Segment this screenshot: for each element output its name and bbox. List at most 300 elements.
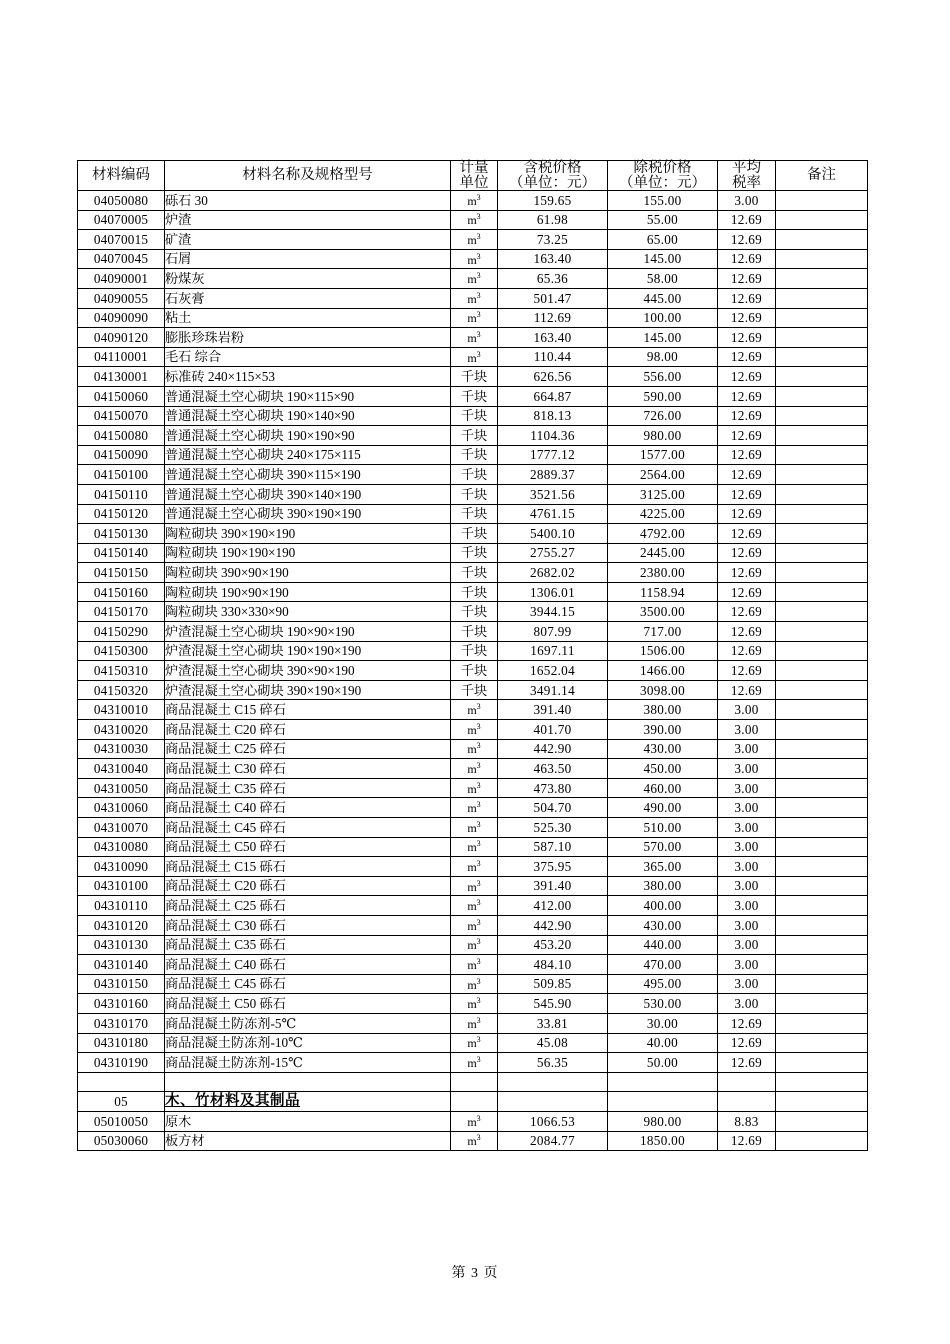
cell-avg-tax-rate: 3.00 — [718, 974, 776, 994]
cell-material-code: 04070015 — [78, 230, 165, 250]
cell-material-name: 商品混凝土 C20 碎石 — [165, 720, 451, 740]
cell-price-excl-tax: 390.00 — [608, 720, 718, 740]
cell-price-excl-tax: 2445.00 — [608, 543, 718, 563]
cell-avg-tax-rate: 3.00 — [718, 994, 776, 1014]
cell-material-code: 04090055 — [78, 288, 165, 308]
cell-unit: 千块 — [451, 641, 498, 661]
cell-unit: $m^3$ — [451, 955, 498, 975]
cell-price-excl-tax: 2380.00 — [608, 563, 718, 583]
cell-material-name: 石屑 — [165, 249, 451, 269]
cell-material-code: 04310160 — [78, 994, 165, 1014]
table-row — [78, 955, 868, 975]
cell-avg-tax-rate: 12.69 — [718, 524, 776, 544]
cell-price-excl-tax: 98.00 — [608, 347, 718, 367]
cell-price-incl-tax: 509.85 — [498, 974, 608, 994]
cell-price-excl-tax: 490.00 — [608, 798, 718, 818]
cell-remark — [776, 974, 868, 994]
cell-material-code: 04090090 — [78, 308, 165, 328]
material-price-table — [77, 160, 868, 1151]
cell-avg-tax-rate: 12.69 — [718, 1131, 776, 1151]
cell-remark — [776, 367, 868, 387]
cell-material-code: 04150170 — [78, 602, 165, 622]
cell-price-incl-tax — [498, 1072, 608, 1092]
cell-remark — [776, 445, 868, 465]
cell-price-excl-tax — [608, 1092, 718, 1112]
cell-price-incl-tax: 473.80 — [498, 778, 608, 798]
cell-material-name: 商品混凝土 C35 砾石 — [165, 935, 451, 955]
cell-material-code: 04310120 — [78, 915, 165, 935]
table-row — [78, 367, 868, 387]
table-row — [78, 1131, 868, 1151]
cell-price-excl-tax: 4792.00 — [608, 524, 718, 544]
cell-price-excl-tax: 440.00 — [608, 935, 718, 955]
cell-avg-tax-rate: 12.69 — [718, 367, 776, 387]
cell-price-incl-tax: 442.90 — [498, 739, 608, 759]
header-line: 税率 — [732, 174, 761, 191]
cell-price-excl-tax: 58.00 — [608, 269, 718, 289]
cell-remark — [776, 426, 868, 446]
cell-material-name: 毛石 综合 — [165, 347, 451, 367]
cell-unit: $m^3$ — [451, 857, 498, 877]
cell-unit: $m^3$ — [451, 837, 498, 857]
table-row — [78, 465, 868, 485]
cell-price-excl-tax: 470.00 — [608, 955, 718, 975]
table-row — [78, 406, 868, 426]
cell-unit: $m^3$ — [451, 269, 498, 289]
cell-unit: $m^3$ — [451, 249, 498, 269]
cell-avg-tax-rate: 12.69 — [718, 269, 776, 289]
cell-material-code: 04150080 — [78, 426, 165, 446]
cell-material-code: 04310050 — [78, 778, 165, 798]
cell-price-excl-tax: 380.00 — [608, 700, 718, 720]
cell-remark — [776, 739, 868, 759]
cell-price-excl-tax: 55.00 — [608, 210, 718, 230]
cell-avg-tax-rate: 12.69 — [718, 230, 776, 250]
table-row — [78, 759, 868, 779]
cell-remark — [776, 1072, 868, 1092]
cell-avg-tax-rate: 12.69 — [718, 249, 776, 269]
column-header-avg-tax-rate — [718, 161, 776, 191]
cell-avg-tax-rate: 12.69 — [718, 308, 776, 328]
cell-avg-tax-rate: 12.69 — [718, 406, 776, 426]
cell-avg-tax-rate: 12.69 — [718, 465, 776, 485]
cell-material-code: 04310110 — [78, 896, 165, 916]
cell-price-incl-tax: 2889.37 — [498, 465, 608, 485]
cell-material-name: 商品混凝土 C45 砾石 — [165, 974, 451, 994]
cell-material-code: 04070005 — [78, 210, 165, 230]
cell-unit: 千块 — [451, 661, 498, 681]
table-row — [78, 563, 868, 583]
cell-price-incl-tax: 525.30 — [498, 818, 608, 838]
cell-remark — [776, 230, 868, 250]
table-row — [78, 935, 868, 955]
cell-unit: 千块 — [451, 445, 498, 465]
cell-remark — [776, 955, 868, 975]
header-line: 材料名称及规格型号 — [242, 167, 373, 184]
cell-material-code: 05010050 — [78, 1111, 165, 1131]
cell-price-incl-tax: 2682.02 — [498, 563, 608, 583]
cell-price-excl-tax: 3098.00 — [608, 680, 718, 700]
cell-material-name: 陶粒砌块 330×330×90 — [165, 602, 451, 622]
cell-unit: $m^3$ — [451, 759, 498, 779]
cell-price-incl-tax: 545.90 — [498, 994, 608, 1014]
cell-remark — [776, 504, 868, 524]
cell-material-name: 商品混凝土 C40 砾石 — [165, 955, 451, 975]
table-row — [78, 700, 868, 720]
cell-material-code: 04310180 — [78, 1033, 165, 1053]
cell-material-name: 粘土 — [165, 308, 451, 328]
cell-unit: 千块 — [451, 602, 498, 622]
cell-avg-tax-rate: 12.69 — [718, 426, 776, 446]
cell-price-excl-tax: 450.00 — [608, 759, 718, 779]
table-blank-row — [78, 1072, 868, 1092]
cell-price-excl-tax: 40.00 — [608, 1033, 718, 1053]
cell-price-excl-tax: 495.00 — [608, 974, 718, 994]
cell-unit: 千块 — [451, 406, 498, 426]
column-header-material-code — [78, 161, 165, 191]
cell-material-code: 04150070 — [78, 406, 165, 426]
cell-price-incl-tax: 3944.15 — [498, 602, 608, 622]
cell-price-excl-tax: 1466.00 — [608, 661, 718, 681]
cell-unit: $m^3$ — [451, 974, 498, 994]
table-row — [78, 778, 868, 798]
cell-price-excl-tax: 445.00 — [608, 288, 718, 308]
cell-material-code: 04090120 — [78, 328, 165, 348]
cell-price-incl-tax: 73.25 — [498, 230, 608, 250]
cell-price-excl-tax: 50.00 — [608, 1053, 718, 1073]
cell-remark — [776, 406, 868, 426]
cell-unit: $m^3$ — [451, 935, 498, 955]
cell-unit: 千块 — [451, 386, 498, 406]
cell-avg-tax-rate: 12.69 — [718, 602, 776, 622]
header-line: 含税价格 — [523, 160, 582, 176]
cell-remark — [776, 210, 868, 230]
cell-price-incl-tax: 391.40 — [498, 876, 608, 896]
cell-price-excl-tax: 1577.00 — [608, 445, 718, 465]
cell-price-incl-tax: 412.00 — [498, 896, 608, 916]
cell-material-name: 原木 — [165, 1111, 451, 1131]
cell-price-incl-tax: 56.35 — [498, 1053, 608, 1073]
cell-remark — [776, 269, 868, 289]
cell-remark — [776, 837, 868, 857]
cell-price-incl-tax: 1066.53 — [498, 1111, 608, 1131]
cell-remark — [776, 798, 868, 818]
cell-material-code: 04310140 — [78, 955, 165, 975]
cell-price-excl-tax: 717.00 — [608, 622, 718, 642]
cell-remark — [776, 1053, 868, 1073]
cell-material-code: 04310060 — [78, 798, 165, 818]
cell-price-excl-tax: 1506.00 — [608, 641, 718, 661]
table-row — [78, 347, 868, 367]
cell-price-incl-tax: 2084.77 — [498, 1131, 608, 1151]
cell-unit: $m^3$ — [451, 288, 498, 308]
cell-unit: 千块 — [451, 484, 498, 504]
material-price-table-container — [77, 160, 867, 1151]
cell-avg-tax-rate: 3.00 — [718, 778, 776, 798]
cell-material-name: 商品混凝土 C20 砾石 — [165, 876, 451, 896]
cell-unit: $m^3$ — [451, 308, 498, 328]
cell-price-excl-tax: 100.00 — [608, 308, 718, 328]
cell-material-code: 04150100 — [78, 465, 165, 485]
cell-price-incl-tax: 1652.04 — [498, 661, 608, 681]
cell-material-name: 商品混凝土 C15 砾石 — [165, 857, 451, 877]
cell-material-name: 商品混凝土 C50 砾石 — [165, 994, 451, 1014]
cell-material-code: 04150290 — [78, 622, 165, 642]
cell-remark — [776, 249, 868, 269]
table-row — [78, 622, 868, 642]
cell-remark — [776, 622, 868, 642]
cell-price-excl-tax: 65.00 — [608, 230, 718, 250]
cell-price-excl-tax: 4225.00 — [608, 504, 718, 524]
cell-price-incl-tax: 626.56 — [498, 367, 608, 387]
table-row — [78, 739, 868, 759]
cell-price-excl-tax: 155.00 — [608, 191, 718, 211]
cell-remark — [776, 778, 868, 798]
cell-remark — [776, 661, 868, 681]
cell-material-code: 04310130 — [78, 935, 165, 955]
cell-unit: $m^3$ — [451, 1131, 498, 1151]
cell-price-excl-tax: 590.00 — [608, 386, 718, 406]
cell-price-incl-tax: 3491.14 — [498, 680, 608, 700]
cell-remark — [776, 915, 868, 935]
cell-material-code: 04150110 — [78, 484, 165, 504]
cell-material-code: 05030060 — [78, 1131, 165, 1151]
cell-material-code: 04130001 — [78, 367, 165, 387]
cell-avg-tax-rate: 3.00 — [718, 857, 776, 877]
cell-material-name: 板方材 — [165, 1131, 451, 1151]
table-row — [78, 818, 868, 838]
cell-avg-tax-rate: 3.00 — [718, 876, 776, 896]
table-row — [78, 837, 868, 857]
cell-price-incl-tax: 4761.15 — [498, 504, 608, 524]
table-row — [78, 328, 868, 348]
cell-remark — [776, 1131, 868, 1151]
cell-price-incl-tax: 45.08 — [498, 1033, 608, 1053]
cell-avg-tax-rate: 3.00 — [718, 739, 776, 759]
cell-avg-tax-rate: 3.00 — [718, 935, 776, 955]
cell-material-code: 04150150 — [78, 563, 165, 583]
cell-material-code: 04150130 — [78, 524, 165, 544]
cell-price-excl-tax: 3125.00 — [608, 484, 718, 504]
cell-price-incl-tax: 442.90 — [498, 915, 608, 935]
cell-price-excl-tax: 556.00 — [608, 367, 718, 387]
header-line: 计量 — [459, 160, 489, 176]
cell-material-code: 04050080 — [78, 191, 165, 211]
table-row — [78, 230, 868, 250]
cell-material-name: 普通混凝土空心砌块 240×175×115 — [165, 445, 451, 465]
cell-avg-tax-rate: 12.69 — [718, 386, 776, 406]
table-row — [78, 582, 868, 602]
cell-material-code: 04150310 — [78, 661, 165, 681]
cell-material-name: 石灰膏 — [165, 288, 451, 308]
cell-price-excl-tax: 726.00 — [608, 406, 718, 426]
cell-price-incl-tax: 587.10 — [498, 837, 608, 857]
table-section-row — [78, 1092, 868, 1112]
cell-material-code — [78, 1072, 165, 1092]
cell-material-name: 粉煤灰 — [165, 269, 451, 289]
cell-material-code: 04310190 — [78, 1053, 165, 1073]
table-header — [78, 161, 868, 191]
cell-price-excl-tax: 430.00 — [608, 915, 718, 935]
cell-remark — [776, 1111, 868, 1131]
table-header-row — [78, 161, 868, 191]
cell-unit: 千块 — [451, 582, 498, 602]
cell-material-code: 04150120 — [78, 504, 165, 524]
cell-unit: 千块 — [451, 367, 498, 387]
cell-price-incl-tax: 504.70 — [498, 798, 608, 818]
cell-remark — [776, 288, 868, 308]
cell-material-name: 商品混凝土 C15 碎石 — [165, 700, 451, 720]
table-row — [78, 857, 868, 877]
cell-remark — [776, 524, 868, 544]
table-row — [78, 210, 868, 230]
cell-avg-tax-rate: 3.00 — [718, 191, 776, 211]
cell-price-incl-tax — [498, 1092, 608, 1112]
cell-avg-tax-rate: 3.00 — [718, 700, 776, 720]
cell-remark — [776, 994, 868, 1014]
cell-avg-tax-rate: 12.69 — [718, 641, 776, 661]
cell-remark — [776, 582, 868, 602]
table-row — [78, 1111, 868, 1131]
cell-material-name: 炉渣 — [165, 210, 451, 230]
cell-unit: 千块 — [451, 465, 498, 485]
cell-material-name: 矿渣 — [165, 230, 451, 250]
cell-remark — [776, 680, 868, 700]
cell-material-name: 商品混凝土 C25 砾石 — [165, 896, 451, 916]
cell-unit: $m^3$ — [451, 896, 498, 916]
cell-material-code: 05 — [78, 1092, 165, 1112]
table-row — [78, 269, 868, 289]
cell-material-name — [165, 1072, 451, 1092]
table-row — [78, 915, 868, 935]
table-row — [78, 974, 868, 994]
cell-material-code: 04150160 — [78, 582, 165, 602]
cell-price-incl-tax: 65.36 — [498, 269, 608, 289]
header-line: 材料编码 — [92, 167, 150, 184]
cell-avg-tax-rate: 3.00 — [718, 798, 776, 818]
cell-remark — [776, 818, 868, 838]
cell-material-name: 商品混凝土 C45 碎石 — [165, 818, 451, 838]
cell-material-code: 04110001 — [78, 347, 165, 367]
cell-avg-tax-rate: 12.69 — [718, 347, 776, 367]
cell-price-incl-tax: 110.44 — [498, 347, 608, 367]
cell-remark — [776, 191, 868, 211]
cell-material-name: 膨胀珍珠岩粉 — [165, 328, 451, 348]
column-header-material-name — [165, 161, 451, 191]
cell-avg-tax-rate: 12.69 — [718, 484, 776, 504]
cell-material-name: 普通混凝土空心砌块 190×115×90 — [165, 386, 451, 406]
column-header-remark — [776, 161, 868, 191]
cell-price-excl-tax: 2564.00 — [608, 465, 718, 485]
cell-unit: 千块 — [451, 504, 498, 524]
cell-material-code: 04310070 — [78, 818, 165, 838]
table-row — [78, 191, 868, 211]
cell-avg-tax-rate: 3.00 — [718, 759, 776, 779]
cell-unit: $m^3$ — [451, 347, 498, 367]
cell-remark — [776, 347, 868, 367]
cell-price-excl-tax: 530.00 — [608, 994, 718, 1014]
cell-unit: $m^3$ — [451, 1111, 498, 1131]
cell-avg-tax-rate: 12.69 — [718, 1033, 776, 1053]
table-row — [78, 386, 868, 406]
cell-remark — [776, 1033, 868, 1053]
cell-material-name: 普通混凝土空心砌块 390×115×190 — [165, 465, 451, 485]
cell-unit: 千块 — [451, 563, 498, 583]
cell-avg-tax-rate: 12.69 — [718, 504, 776, 524]
table-row — [78, 720, 868, 740]
header-line: 除税价格 — [633, 160, 692, 176]
cell-price-incl-tax: 112.69 — [498, 308, 608, 328]
table-row — [78, 994, 868, 1014]
cell-material-code: 04150140 — [78, 543, 165, 563]
cell-remark — [776, 484, 868, 504]
cell-unit: $m^3$ — [451, 994, 498, 1014]
cell-price-incl-tax: 33.81 — [498, 1013, 608, 1033]
cell-avg-tax-rate: 3.00 — [718, 837, 776, 857]
header-line: 备注 — [807, 167, 836, 184]
cell-avg-tax-rate: 12.69 — [718, 563, 776, 583]
cell-price-incl-tax: 664.87 — [498, 386, 608, 406]
cell-unit: $m^3$ — [451, 720, 498, 740]
cell-material-name: 商品混凝土 C30 砾石 — [165, 915, 451, 935]
cell-price-excl-tax: 145.00 — [608, 249, 718, 269]
cell-price-incl-tax: 484.10 — [498, 955, 608, 975]
cell-price-excl-tax: 3500.00 — [608, 602, 718, 622]
cell-material-code: 04070045 — [78, 249, 165, 269]
cell-price-incl-tax: 5400.10 — [498, 524, 608, 544]
cell-avg-tax-rate: 12.69 — [718, 680, 776, 700]
cell-remark — [776, 563, 868, 583]
cell-remark — [776, 543, 868, 563]
table-row — [78, 308, 868, 328]
cell-avg-tax-rate: 12.69 — [718, 210, 776, 230]
cell-avg-tax-rate: 12.69 — [718, 288, 776, 308]
cell-material-name: 商品混凝土 C40 碎石 — [165, 798, 451, 818]
cell-price-excl-tax: 980.00 — [608, 426, 718, 446]
cell-material-code: 04310080 — [78, 837, 165, 857]
cell-price-excl-tax: 980.00 — [608, 1111, 718, 1131]
cell-material-name: 炉渣混凝土空心砌块 190×90×190 — [165, 622, 451, 642]
cell-price-excl-tax: 1158.94 — [608, 582, 718, 602]
cell-unit: $m^3$ — [451, 328, 498, 348]
cell-price-incl-tax: 818.13 — [498, 406, 608, 426]
table-row — [78, 641, 868, 661]
column-header-price-incl-tax — [498, 161, 608, 191]
cell-material-name: 商品混凝土 C35 碎石 — [165, 778, 451, 798]
table-row — [78, 1033, 868, 1053]
cell-material-code: 04150090 — [78, 445, 165, 465]
cell-price-incl-tax: 2755.27 — [498, 543, 608, 563]
cell-material-name: 商品混凝土防冻剂-15℃ — [165, 1053, 451, 1073]
table-row — [78, 504, 868, 524]
cell-remark — [776, 935, 868, 955]
column-header-unit — [451, 161, 498, 191]
cell-remark — [776, 876, 868, 896]
cell-material-name: 陶粒砌块 390×90×190 — [165, 563, 451, 583]
table-row — [78, 1053, 868, 1073]
cell-price-incl-tax: 163.40 — [498, 249, 608, 269]
cell-price-incl-tax: 807.99 — [498, 622, 608, 642]
cell-remark — [776, 759, 868, 779]
cell-unit: $m^3$ — [451, 191, 498, 211]
cell-avg-tax-rate: 3.00 — [718, 955, 776, 975]
cell-material-name: 炉渣混凝土空心砌块 190×190×190 — [165, 641, 451, 661]
column-header-price-excl-tax — [608, 161, 718, 191]
cell-unit: 千块 — [451, 622, 498, 642]
cell-material-name: 商品混凝土 C30 碎石 — [165, 759, 451, 779]
cell-material-name: 普通混凝土空心砌块 390×140×190 — [165, 484, 451, 504]
cell-remark — [776, 465, 868, 485]
